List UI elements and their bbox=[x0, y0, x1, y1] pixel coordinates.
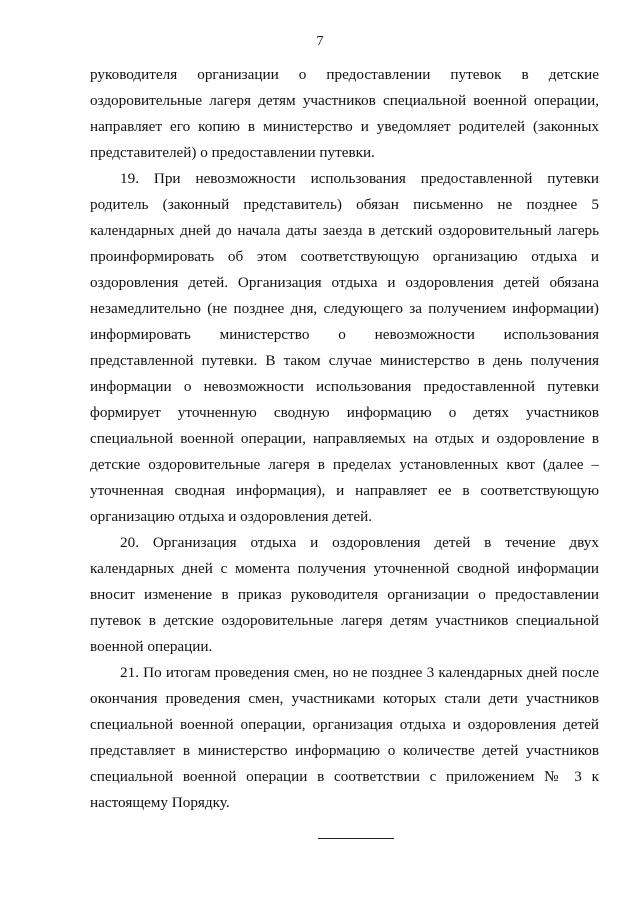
document-body bbox=[90, 62, 599, 816]
paragraph-19: 19. При невозможности использования предоставленной путевки родитель (законный представитель) обязан письменно не позднее 5 календарных дней до начала даты заезда в детский оздоровительный лагерь проинформировать об этом соответствующую организацию отдыха и оздоровления детей. Организация отдыха и оздоровления детей обязана незамедлительно (не позднее дня, следующего за получением информации) информировать министерство о невозможности использования представленной путевки. В таком случае министерство в день получения информации о невозможности использования предоставленной путевки формирует уточненную сводную информацию о детях участников специальной военной операции, направляемых на отдых и оздоровление в детские оздоровительные лагеря в пределах установленных квот (далее – уточненная сводная информация), и направляет ее в соответствующую организацию отдыха и оздоровления детей. bbox=[90, 170, 599, 525]
end-of-document-line bbox=[318, 838, 394, 839]
paragraph-21: 21. По итогам проведения смен, но не позднее 3 календарных дней после окончания проведения смен, участниками которых стали дети участников специальной военной операции, организация отдыха и оздоровления детей представляет в министерство информацию о количестве детей участников специальной военной операции в соответствии с приложением № 3 к настоящему Порядку. bbox=[90, 664, 599, 811]
page-number: 7 bbox=[316, 34, 324, 49]
paragraph-continuation: руководителя организации о предоставлении путевок в детские оздоровительные лагеря детям участников специальной военной операции, направляет его копию в министерство и уведомляет родителей (законных представителей) о предоставлении путевки. bbox=[90, 66, 599, 161]
paragraph-20: 20. Организация отдыха и оздоровления детей в течение двух календарных дней с момента получения уточненной сводной информации вносит изменение в приказ руководителя организации о предоставлении путевок в детские оздоровительные лагеря детям участников специальной военной операции. bbox=[90, 534, 599, 655]
